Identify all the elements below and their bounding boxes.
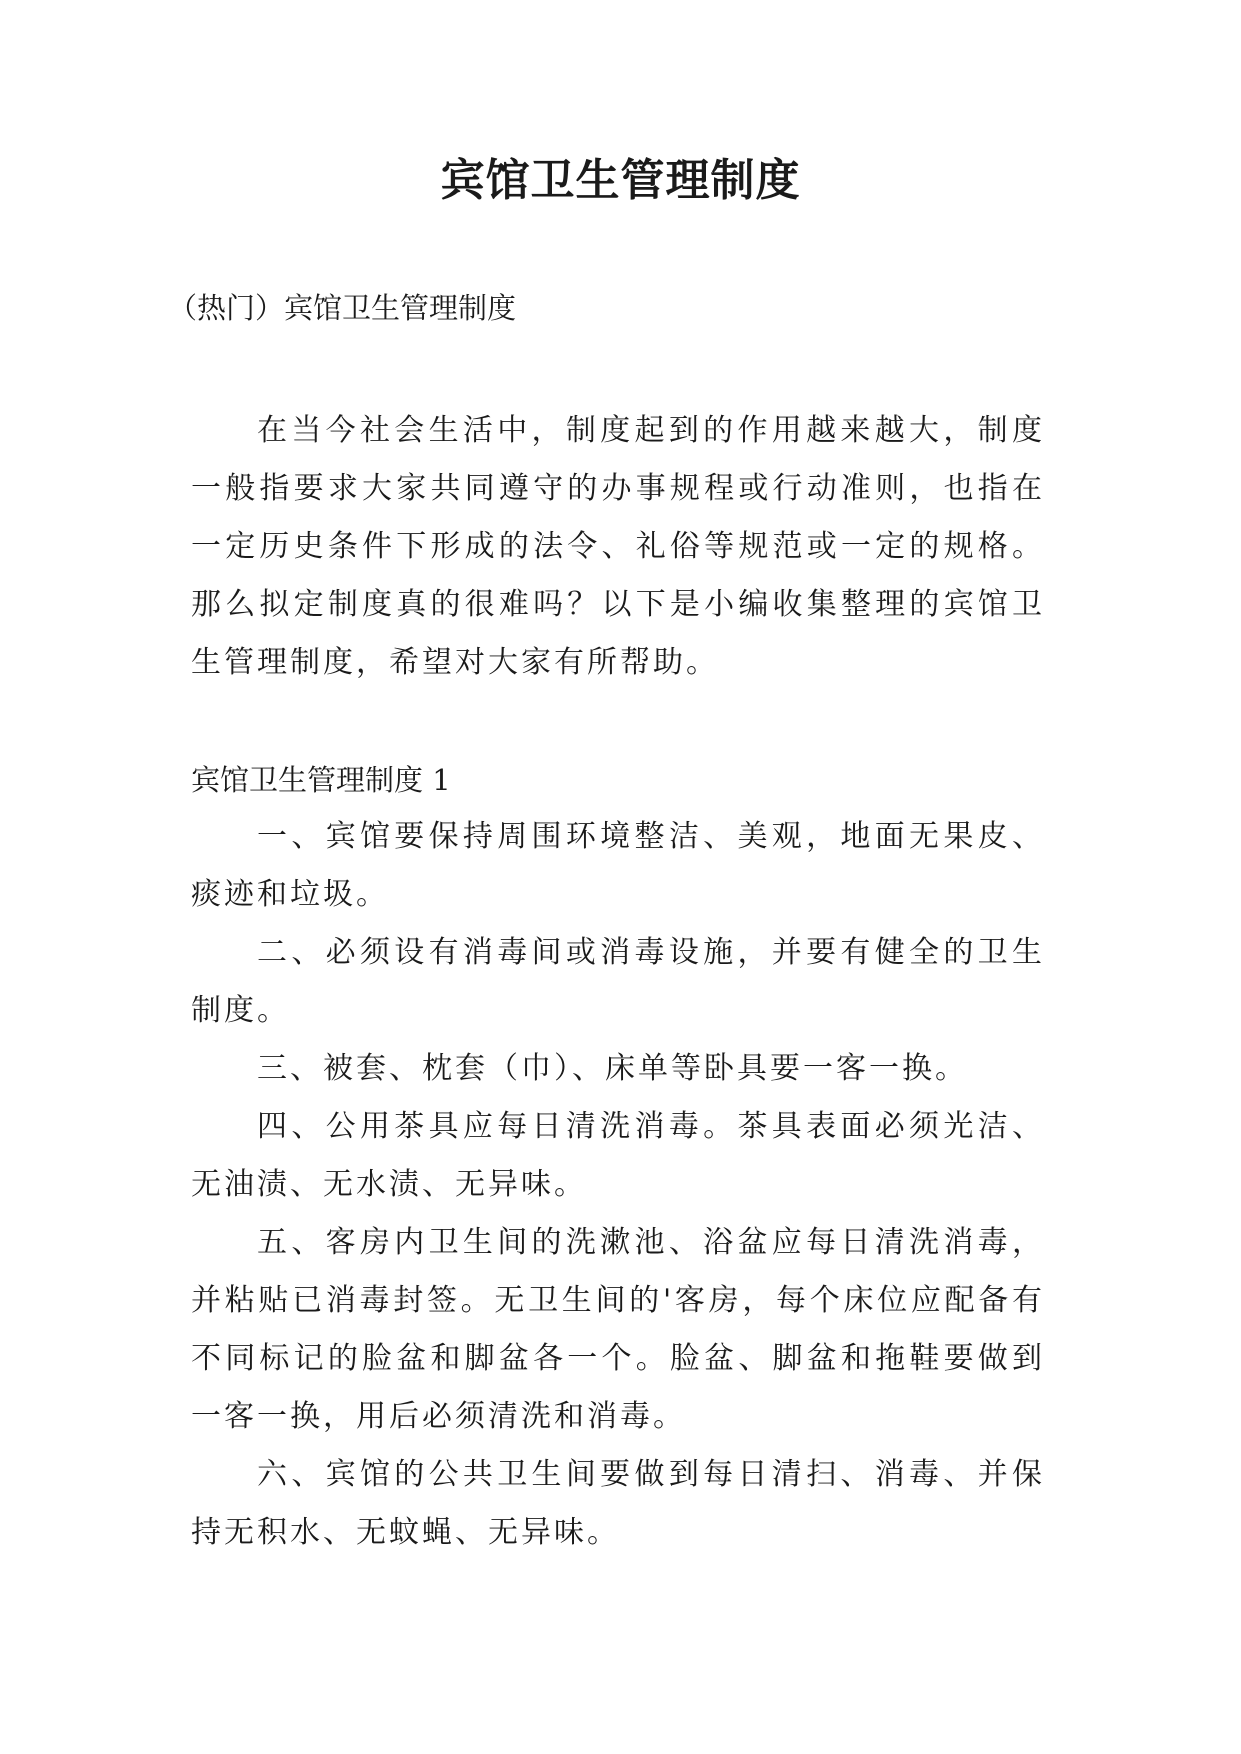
regulation-item-6: 六、宾馆的公共卫生间要做到每日清扫、消毒、并保持无积水、无蚊蝇、无异味。 bbox=[191, 1457, 1045, 1550]
regulation-item-4: 四、公用茶具应每日清洗消毒。茶具表面必须光洁、无油渍、无水渍、无异味。 bbox=[191, 1109, 1045, 1202]
regulation-item-2: 二、必须设有消毒间或消毒设施，并要有健全的卫生制度。 bbox=[191, 935, 1045, 1028]
regulation-item-3: 三、被套、枕套（巾）、床单等卧具要一客一换。 bbox=[257, 1051, 968, 1086]
document-title: 宾馆卫生管理制度 bbox=[440, 155, 801, 206]
section-heading: 宾馆卫生管理制度 1 bbox=[191, 763, 451, 797]
regulation-list bbox=[191, 808, 1045, 1562]
regulation-item-5: 五、客房内卫生间的洗漱池、浴盆应每日清洗消毒，并粘贴已消毒封签。无卫生间的'客房，每个床位应配备有不同标记的脸盆和脚盆各一个。脸盆、脚盆和拖鞋要做到一客一换，用后必须清洗和消毒。 bbox=[191, 1225, 1045, 1434]
regulation-item-1: 一、宾馆要保持周围环境整洁、美观，地面无果皮、痰迹和垃圾。 bbox=[191, 819, 1045, 912]
intro-paragraph: 在当今社会生活中，制度起到的作用越来越大，制度一般指要求大家共同遵守的办事规程或行动准则，也指在一定历史条件下形成的法令、礼俗等规范或一定的规格。那么拟定制度真的很难吗？以下是小编收集整理的宾馆卫生管理制度，希望对大家有所帮助。 bbox=[191, 413, 1045, 680]
document-subtitle: （热门）宾馆卫生管理制度 bbox=[168, 291, 517, 325]
